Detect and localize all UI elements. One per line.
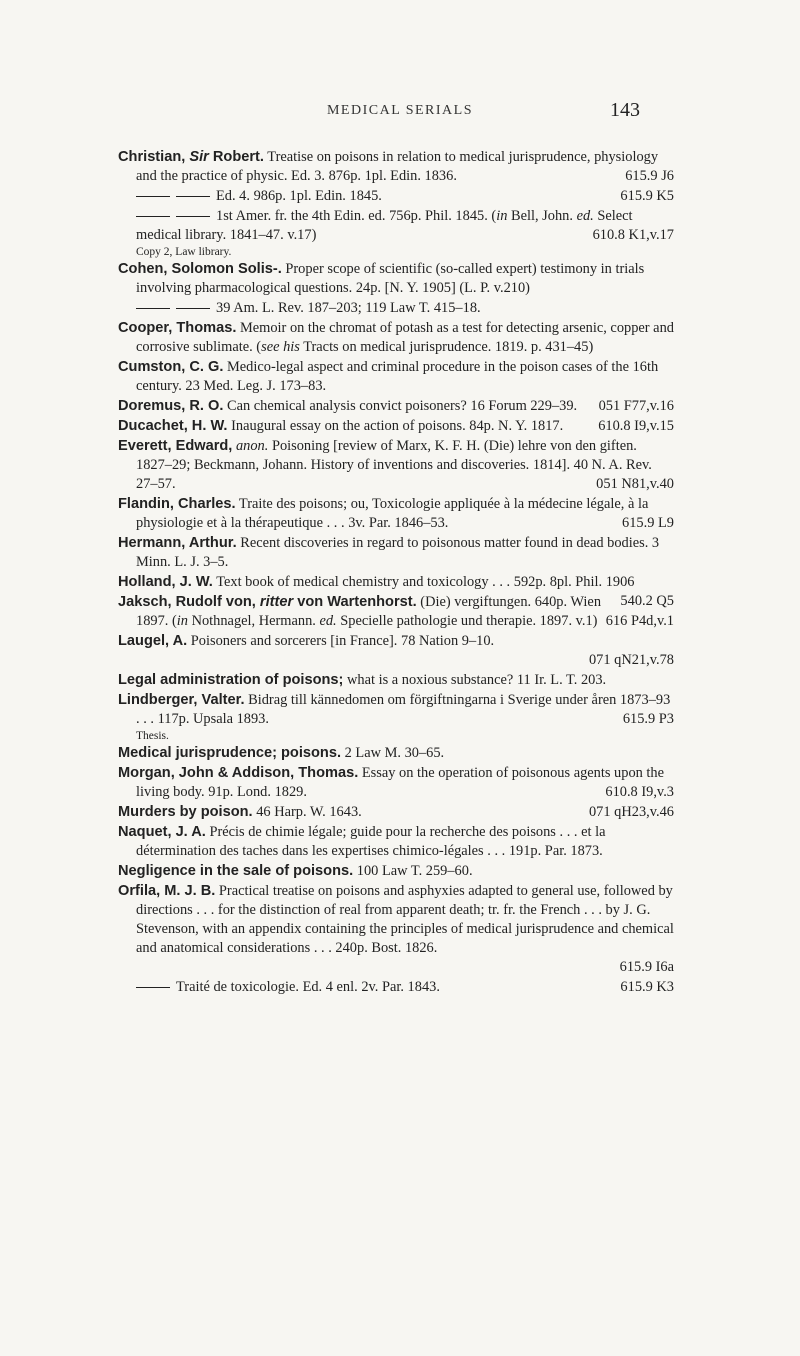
call-number: 071 qN21,v.78	[588, 652, 674, 668]
entry-heading: Doremus, R. O.	[118, 398, 224, 414]
entry-heading: Murders by poison.	[118, 804, 253, 820]
ditto-rule	[136, 308, 170, 309]
entry-text: Traité de toxicologie. Ed. 4 enl. 2v. Par. 1843.	[176, 979, 440, 995]
call-number: 051 N81,v.40	[596, 476, 674, 492]
entry-heading: Medical jurisprudence; poisons.	[118, 745, 342, 761]
entry-text: Poisoners and sorcerers [in France]. 78 Nation 9–10.	[187, 633, 495, 649]
entry-text: 39 Am. L. Rev. 187–203; 119 Law T. 415–18.	[216, 300, 481, 316]
entry-orfila	[118, 882, 674, 977]
entry-heading: Jaksch, Rudolf von, ritter von Wartenhorst.	[118, 594, 417, 610]
entry-ducachet	[118, 417, 674, 436]
ditto-rule	[136, 987, 170, 988]
entry-text: Tracts on medical jurisprudence. 1819. p. 431–45)	[299, 339, 594, 355]
entry-flandin	[118, 495, 674, 533]
entry-ital: see his	[261, 339, 300, 355]
call-number: 616 P4d,v.1	[605, 613, 674, 629]
ditto-rule	[176, 196, 210, 197]
entry-ital: in	[496, 208, 508, 224]
entry-text: Can chemical analysis convict poisoners? 16 Forum 229–39.	[223, 398, 578, 414]
entry-text: 46 Harp. W. 1643.	[252, 804, 362, 820]
call-number: 071 qH23,v.46	[588, 804, 674, 820]
entry-murders	[118, 803, 674, 822]
entry-heading: Laugel, A.	[118, 633, 188, 649]
entry-laugel	[118, 632, 674, 670]
call-number: 610.8 I9,v.15	[598, 418, 674, 434]
entry-cooper	[118, 319, 674, 357]
entry-heading: Legal administration of poisons;	[118, 672, 344, 688]
entry-text: Précis de chimie légale; guide pour la recherche des poisons . . . et la détermination des taches dans les expertises chimico-légales . . . 191p. Par. 1873.	[136, 824, 606, 859]
entry-heading: Ducachet, H. W.	[118, 418, 228, 434]
running-title: MEDICAL SERIALS	[326, 103, 474, 118]
entry-text: Specielle pathologie und therapie. 1897. v.1)	[336, 613, 598, 629]
entry-heading: Flandin, Charles.	[118, 496, 236, 512]
entry-heading: Negligence in the sale of poisons.	[118, 863, 354, 879]
entry-text: 100 Law T. 259–60.	[353, 863, 473, 879]
call-number: 610.8 I9,v.3	[605, 784, 674, 800]
entry-note: Thesis.	[136, 730, 169, 742]
call-number: 051 F77,v.16	[598, 398, 674, 414]
entry-negligence	[118, 862, 674, 881]
call-number: 615.9 K3	[620, 979, 674, 995]
call-number: 615.9 K5	[620, 188, 674, 204]
entry-heading: Everett, Edward,	[118, 438, 233, 454]
entry-text: Inaugural essay on the action of poisons. 84p. N. Y. 1817.	[227, 418, 564, 434]
entry-legal-admin	[118, 671, 674, 690]
call-number: 615.9 I6a	[619, 959, 674, 975]
entry-text: what is a noxious substance? 11 Ir. L. T. 203.	[343, 672, 607, 688]
entry-ital: ed.	[319, 613, 337, 629]
entry-ital: anon.	[232, 438, 269, 454]
call-number: 540.2 Q5	[620, 593, 674, 609]
call-number: 615.9 P3	[622, 711, 674, 727]
ditto-rule	[136, 216, 170, 217]
entry-text: Select medical library. 1841–47. v.17)	[136, 208, 633, 243]
entry-text: Bidrag till kännedomen om förgiftningarna i Sverige under åren 1873–93 . . . 117p. Upsala 1893.	[136, 692, 671, 727]
entry-heading: Hermann, Arthur.	[118, 535, 237, 551]
entry-text: Treatise on poisons in relation to medical jurisprudence, physiology and the practice of physic. Ed. 3. 876p. 1pl. Edin. 1836.	[136, 149, 659, 184]
call-number: 615.9 J6	[625, 168, 674, 184]
entry-heading: Naquet, J. A.	[118, 824, 206, 840]
entry-jaksch	[118, 593, 674, 631]
entry-naquet	[118, 823, 674, 861]
entry-cumston	[118, 358, 674, 396]
entry-christian-ed4	[118, 187, 674, 206]
entry-heading: Christian, Sir Robert.	[118, 149, 264, 165]
entry-heading: Cumston, C. G.	[118, 359, 224, 375]
entry-text: Medico-legal aspect and criminal procedure in the poison cases of the 16th century. 23 Med. Leg. J. 173–83.	[136, 359, 659, 394]
entry-doremus	[118, 397, 674, 416]
entry-heading: Orfila, M. J. B.	[118, 883, 216, 899]
call-number: 615.9 L9	[622, 515, 674, 531]
entry-christian	[118, 148, 674, 186]
entry-text: Ed. 4. 986p. 1pl. Edin. 1845.	[216, 188, 382, 204]
entry-text: Text book of medical chemistry and toxicology . . . 592p. 8pl. Phil. 1906	[212, 574, 635, 590]
entry-text: Poisoning [review of Marx, K. F. H. (Die) lehre von den giften. 1827–29; Beckmann, Johann. History of inventions and discoveries. 1814]. 40 N. A. Rev. 27–57.	[136, 438, 652, 492]
entry-text: 1st Amer. fr. the 4th Edin. ed. 756p. Phil. 1845. (	[216, 208, 497, 224]
entry-text: Nothnagel, Hermann.	[187, 613, 320, 629]
entry-ital: ed.	[576, 208, 594, 224]
entry-cohen-2	[118, 299, 674, 318]
entry-text: Practical treatise on poisons and asphyxies adapted to general use, followed by directions . . . for the distinction of real from apparent death; tr. fr. the French . . . by J. G. Stevenson, with an appendix containing the principles of medical jurisprudence and chemical and anatomical considerations . . . 240p. Bost. 1826.	[136, 883, 674, 956]
entry-hermann	[118, 534, 674, 572]
entry-ital: in	[176, 613, 188, 629]
bibliography-list	[118, 148, 674, 998]
entry-text: Memoir on the chromat of potash as a test for detecting arsenic, copper and corrosive sublimate. (	[136, 320, 674, 355]
entry-lindberger	[118, 691, 674, 743]
entry-text: Proper scope of scientific (so-called expert) testimony in trials involving pharmacological questions. 24p. [N. Y. 1905] (L. P. v.210)	[136, 261, 645, 296]
entry-text: (Die) vergiftungen. 640p. Wien 1897. (	[136, 594, 602, 629]
ditto-rule	[136, 196, 170, 197]
entry-heading: Morgan, John & Addison, Thomas.	[118, 765, 359, 781]
entry-heading: Lindberger, Valter.	[118, 692, 245, 708]
call-number: 610.8 K1,v.17	[592, 227, 674, 243]
entry-morgan	[118, 764, 674, 802]
entry-text: Traite des poisons; ou, Toxicologie appliquée à la médecine légale, à la physiologie et à la thérapeutique . . . 3v. Par. 1846–53.	[136, 496, 649, 531]
page-number: 143	[610, 99, 640, 121]
entry-text: Recent discoveries in regard to poisonous matter found in dead bodies. 3 Minn. L. J. 3–5.	[136, 535, 660, 570]
entry-text: 2 Law M. 30–65.	[341, 745, 445, 761]
entry-medical-juris	[118, 744, 674, 763]
entry-heading: Cooper, Thomas.	[118, 320, 237, 336]
entry-note: Copy 2, Law library.	[136, 246, 232, 258]
entry-text: Bell, John.	[507, 208, 577, 224]
running-head	[0, 99, 800, 129]
ditto-rule	[176, 216, 210, 217]
entry-orfila-traite	[118, 978, 674, 997]
entry-cohen	[118, 260, 674, 298]
ditto-rule	[176, 308, 210, 309]
entry-heading: Cohen, Solomon Solis-.	[118, 261, 282, 277]
entry-everett	[118, 437, 674, 494]
entry-heading: Holland, J. W.	[118, 574, 213, 590]
entry-text: Essay on the operation of poisonous agents upon the living body. 91p. Lond. 1829.	[136, 765, 665, 800]
entry-christian-amer	[118, 207, 674, 259]
